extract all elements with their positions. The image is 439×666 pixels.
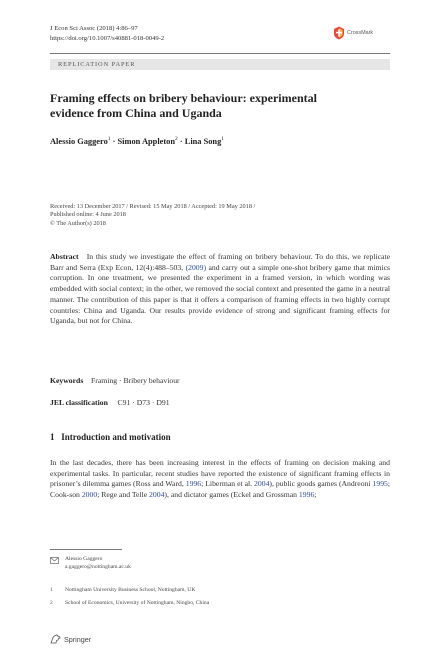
citation-link[interactable]: (2009)	[185, 262, 207, 272]
affiliation-text: School of Economics, University of Nottingham, Ningbo, China	[65, 600, 210, 606]
affiliation-mark: 1	[50, 587, 53, 593]
citation-link[interactable]: 2000	[81, 490, 98, 500]
abstract-text: In this study we investigate the effect of framing on bribery behaviour. To do this, we replicate Barr and Serra (Exp Econ, 12(4):488–503,	[50, 252, 390, 272]
author-separator: ·	[110, 136, 118, 146]
intro-paragraph	[50, 458, 390, 501]
publisher-logo	[50, 634, 91, 644]
header-rule	[50, 53, 390, 54]
affiliation-mark: 2	[50, 600, 53, 606]
title-line: evidence from China and Uganda	[50, 106, 222, 120]
paper-type: REPLICATION PAPER	[58, 61, 136, 68]
author-affiliation-mark: 2	[175, 136, 178, 142]
keywords-value: Framing · Bribery behaviour	[91, 376, 180, 385]
section-number: 1	[50, 432, 55, 442]
intro-text: ; Rege and Telle	[97, 490, 148, 500]
author-affiliation-mark: 1	[221, 136, 225, 142]
author-list	[50, 136, 224, 146]
abstract	[50, 252, 390, 327]
author-name[interactable]: Lina Song	[184, 136, 222, 146]
citation-link[interactable]: 1996	[185, 479, 202, 489]
section-title: Introduction and motivation	[61, 432, 171, 442]
intro-text: In the last decades, there has been increasing interest in the effects of framing on decision making and experimental tasks. In particular, recent studies have reported the existence of significant framing effects in prisoner’s dilemma games (Ross and Ward,	[50, 458, 390, 489]
citation-link[interactable]: 2004	[254, 479, 270, 489]
citation-link[interactable]: 1995	[372, 479, 388, 489]
contact-email[interactable]: a.gaggero@nottingham.ac.uk	[65, 564, 131, 570]
intro-text: ), and dictator games (Eckel and Grossman	[164, 490, 297, 500]
author-affiliation-mark: 1	[107, 136, 111, 142]
citation-link[interactable]: 1996	[298, 490, 315, 500]
doi-link[interactable]: https://doi.org/10.1007/s40881-018-0049-2	[50, 35, 165, 42]
crossmark-label: CrossMark	[347, 30, 374, 36]
copyright-line: © The Author(s) 2018	[50, 219, 106, 227]
author-separator: ·	[177, 136, 185, 146]
date-line: Received: 13 December 2017 / Revised: 15 May 2018 / Accepted: 19 May 2018 /	[50, 203, 256, 210]
footnote-rule	[50, 549, 122, 550]
author-name[interactable]: Simon Appleton	[117, 136, 175, 146]
intro-text: ; Cook-son	[50, 479, 391, 500]
author-name[interactable]: Alessio Gaggero	[50, 136, 108, 146]
jel-value: C91 · D73 · D91	[117, 398, 170, 407]
springer-horse-icon	[50, 634, 61, 644]
title-line: Framing effects on bribery behaviour: experimental	[50, 91, 317, 105]
publisher-name: Springer	[64, 634, 92, 644]
abstract-text: and carry out a simple one-shot bribery game that mimics corruption. In one treatment, we presented the experiment in a framed version, in which wording was embedded with social context; in the other, we removed the social context and presented the game in a neutral manner. The contribution of this paper is that it offers a comparison of framing effects in two highly corrupt countries: China and Uganda. Our results provide evidence of strong and significant framing effects for Uganda, but not for China.	[50, 262, 391, 326]
intro-text: ;	[314, 490, 317, 500]
contact-name: Alessio Gaggero	[65, 556, 103, 562]
jel-classification	[50, 398, 170, 408]
citation-link[interactable]: 2004	[149, 490, 165, 500]
paper-title	[50, 91, 380, 121]
crossmark-badge[interactable]	[333, 25, 393, 41]
jel-label: JEL classification	[50, 398, 108, 407]
intro-text: ; Liberman et al.	[201, 479, 253, 489]
crossmark-icon	[333, 26, 345, 40]
keywords	[50, 376, 180, 386]
keywords-label: Keywords	[50, 376, 84, 385]
publication-dates	[50, 203, 390, 228]
abstract-label: Abstract	[50, 252, 79, 261]
envelope-icon	[50, 557, 59, 564]
intro-text: ), public goods games (Andreoni	[269, 479, 371, 489]
date-line: Published online: 4 June 2018	[50, 211, 126, 219]
affiliation-text: Nottingham University Business School, Nottingham, UK	[65, 587, 196, 593]
section-heading	[50, 432, 171, 442]
journal-citation: J Econ Sci Assoc (2018) 4:86–97	[50, 25, 138, 32]
journal-header	[50, 24, 164, 44]
